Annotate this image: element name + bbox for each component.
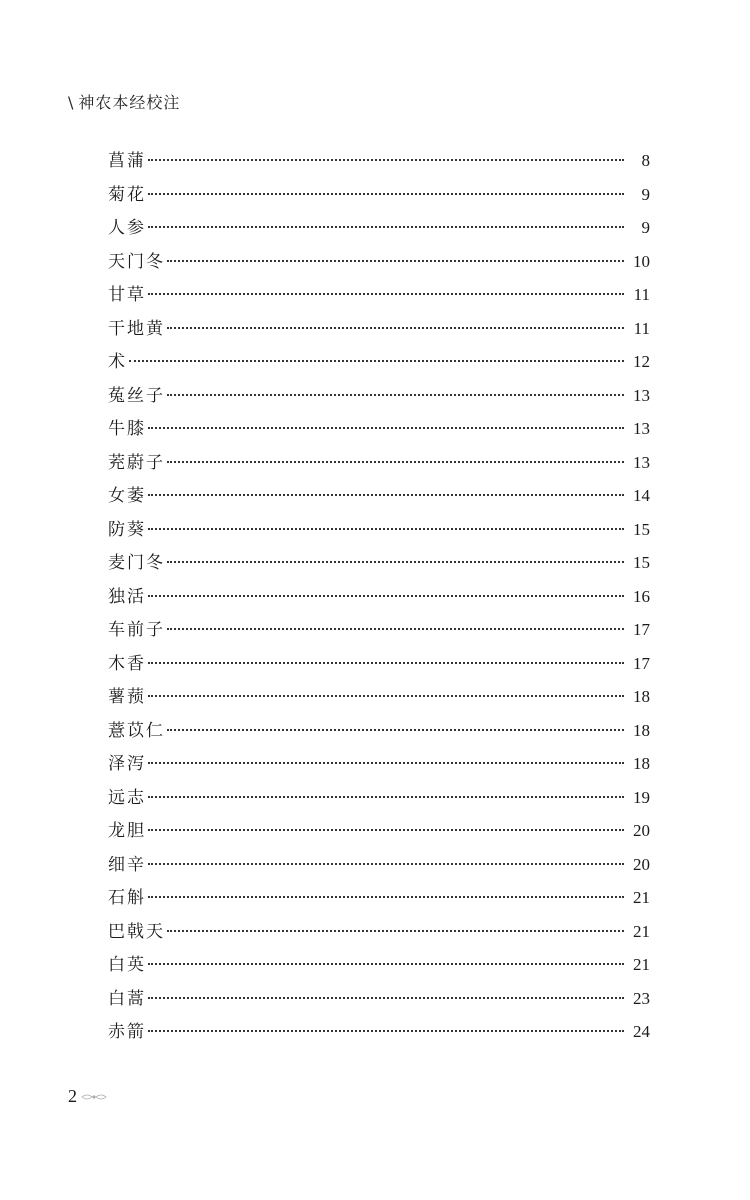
dot-leader xyxy=(129,360,624,362)
toc-entry-title: 牛膝 xyxy=(108,419,146,439)
dot-leader xyxy=(148,796,624,798)
toc-entry[interactable] xyxy=(108,548,650,582)
toc-entry-title: 菊花 xyxy=(108,184,146,205)
dot-leader xyxy=(148,662,624,664)
toc-entry-title: 木香 xyxy=(108,653,146,674)
toc-entry[interactable] xyxy=(108,615,650,649)
toc-entry-page: 19 xyxy=(633,787,650,807)
toc-entry[interactable] xyxy=(108,146,650,180)
toc-entry-page: 21 xyxy=(633,955,650,974)
toc-entry-page: 13 xyxy=(633,385,650,405)
toc-entry-page: 9 xyxy=(641,218,650,237)
toc-entry[interactable] xyxy=(108,180,650,214)
dot-leader xyxy=(148,427,624,429)
toc-entry-title: 菟丝子 xyxy=(108,385,165,406)
dot-leader xyxy=(148,997,624,999)
toc-entry[interactable] xyxy=(108,749,650,783)
toc-entry[interactable] xyxy=(108,950,650,984)
toc-entry[interactable] xyxy=(108,414,650,448)
toc-entry[interactable] xyxy=(108,213,650,247)
toc-entry-page: 17 xyxy=(633,620,650,639)
toc-entry-page: 17 xyxy=(633,653,650,673)
dot-leader xyxy=(148,595,624,597)
toc-entry-page: 20 xyxy=(633,821,650,840)
toc-entry-page: 11 xyxy=(633,285,650,304)
toc-entry-title: 茺蔚子 xyxy=(108,452,165,473)
page-number: 2 xyxy=(68,1086,77,1106)
dot-leader xyxy=(148,829,624,831)
dot-leader xyxy=(167,327,624,329)
toc-entry[interactable] xyxy=(108,1017,650,1051)
toc-entry-page: 13 xyxy=(633,419,650,438)
toc-entry-title: 薯蓣 xyxy=(108,687,146,707)
dot-leader xyxy=(167,628,624,630)
dot-leader xyxy=(148,226,624,228)
toc-entry-title: 远志 xyxy=(108,787,146,808)
dot-leader xyxy=(148,193,624,195)
dot-leader xyxy=(167,930,624,932)
dot-leader xyxy=(148,528,624,530)
toc-entry-page: 15 xyxy=(633,519,650,539)
toc-entry-page: 18 xyxy=(633,720,650,740)
toc-entry-title: 防葵 xyxy=(108,519,146,540)
toc-entry[interactable] xyxy=(108,381,650,415)
toc-entry[interactable] xyxy=(108,280,650,314)
toc-entry[interactable] xyxy=(108,917,650,951)
toc-entry[interactable] xyxy=(108,314,650,348)
toc-entry-title: 车前子 xyxy=(108,620,165,640)
toc-entry-title: 天门冬 xyxy=(108,251,165,272)
toc-entry-page: 24 xyxy=(633,1022,650,1041)
toc-entry-title: 人参 xyxy=(108,218,146,238)
floral-ornament-icon xyxy=(81,1086,107,1107)
toc-entry[interactable] xyxy=(108,247,650,281)
toc-entry[interactable] xyxy=(108,481,650,515)
toc-entry[interactable] xyxy=(108,883,650,917)
toc-entry-title: 泽泻 xyxy=(108,754,146,774)
toc-entry-page: 21 xyxy=(633,888,650,907)
dot-leader xyxy=(167,461,624,463)
toc-entry-title: 独活 xyxy=(108,586,146,607)
toc-entry-page: 8 xyxy=(641,151,650,170)
book-title: 神农本经校注 xyxy=(78,93,181,112)
dot-leader xyxy=(148,695,624,697)
toc-entry-page: 9 xyxy=(641,184,650,204)
dot-leader xyxy=(148,896,624,898)
toc-entry[interactable] xyxy=(108,448,650,482)
toc-entry-page: 20 xyxy=(633,854,650,874)
dot-leader xyxy=(167,394,624,396)
toc-entry-page: 10 xyxy=(633,251,650,271)
toc-entry-page: 16 xyxy=(633,586,650,606)
toc-entry-title: 白英 xyxy=(108,955,146,975)
toc-entry-title: 菖蒲 xyxy=(108,151,146,171)
toc-entry-title: 薏苡仁 xyxy=(108,720,165,741)
toc-entry-page: 13 xyxy=(633,452,650,472)
dot-leader xyxy=(148,963,624,965)
toc-entry[interactable] xyxy=(108,783,650,817)
toc-entry-page: 15 xyxy=(633,553,650,572)
dot-leader xyxy=(148,159,624,161)
toc-entry-page: 14 xyxy=(633,486,650,505)
header-slash: \ xyxy=(68,93,75,112)
toc-entry-title: 干地黄 xyxy=(108,318,165,339)
dot-leader xyxy=(148,1030,624,1032)
toc-entry[interactable] xyxy=(108,649,650,683)
toc-entry-title: 女萎 xyxy=(108,486,146,506)
toc-entry-title: 巴戟天 xyxy=(108,921,165,942)
dot-leader xyxy=(167,561,624,563)
toc-entry[interactable] xyxy=(108,816,650,850)
dot-leader xyxy=(148,494,624,496)
toc-entry-page: 11 xyxy=(633,318,650,338)
table-of-contents xyxy=(108,146,650,1051)
toc-entry[interactable] xyxy=(108,347,650,381)
toc-entry-title: 龙胆 xyxy=(108,821,146,841)
toc-entry-title: 麦门冬 xyxy=(108,553,165,573)
toc-entry[interactable] xyxy=(108,682,650,716)
dot-leader xyxy=(167,260,624,262)
toc-entry-page: 21 xyxy=(633,921,650,941)
toc-entry-title: 术 xyxy=(108,352,127,372)
toc-entry-page: 23 xyxy=(633,988,650,1008)
running-header xyxy=(68,90,180,113)
toc-entry-page: 18 xyxy=(633,687,650,706)
dot-leader xyxy=(148,762,624,764)
toc-entry-title: 甘草 xyxy=(108,285,146,305)
toc-entry[interactable] xyxy=(108,582,650,616)
toc-entry-page: 12 xyxy=(633,352,650,371)
toc-entry[interactable] xyxy=(108,984,650,1018)
dot-leader xyxy=(148,293,624,295)
toc-entry[interactable] xyxy=(108,850,650,884)
toc-entry[interactable] xyxy=(108,716,650,750)
dot-leader xyxy=(167,729,624,731)
toc-entry-page: 18 xyxy=(633,754,650,773)
dot-leader xyxy=(148,863,624,865)
page-footer xyxy=(68,1086,107,1107)
toc-entry-title: 赤箭 xyxy=(108,1022,146,1042)
toc-entry-title: 石斛 xyxy=(108,888,146,908)
toc-entry[interactable] xyxy=(108,515,650,549)
toc-entry-title: 白蒿 xyxy=(108,988,146,1009)
toc-entry-title: 细辛 xyxy=(108,854,146,875)
